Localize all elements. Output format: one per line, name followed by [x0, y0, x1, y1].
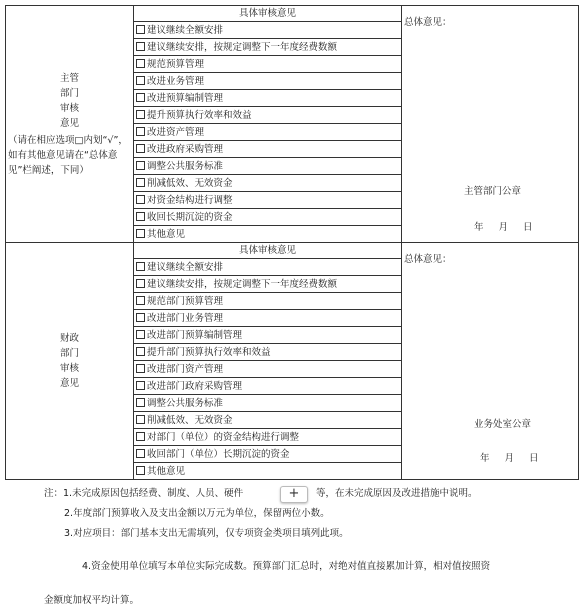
option-row[interactable] — [134, 107, 402, 124]
checkbox-icon[interactable] — [136, 381, 145, 390]
option-label: 调整公共服务标准 — [147, 160, 224, 172]
option-label: 改进部门政府采购管理 — [147, 380, 243, 392]
option-label: 改进业务管理 — [147, 75, 205, 87]
official-seal-label: 主管部门公章 — [464, 186, 522, 197]
option-row[interactable] — [134, 39, 402, 56]
option-row[interactable] — [134, 22, 402, 39]
official-seal-label: 业务处室公章 — [474, 419, 532, 430]
instruction-note: （请在相应选项□内划“√”，如有其他意见请在“总体意见”栏阐述，下同） — [8, 134, 128, 176]
option-row[interactable] — [134, 73, 402, 90]
option-row[interactable] — [134, 56, 402, 73]
option-row[interactable] — [134, 276, 402, 293]
checkbox-icon[interactable] — [136, 93, 145, 102]
left-title-line: 审核 — [59, 363, 79, 374]
option-label: 提升预算执行效率和效益 — [147, 109, 252, 121]
checkbox-icon[interactable] — [136, 347, 145, 356]
overall-opinion-cell[interactable] — [402, 6, 579, 243]
option-label: 对资金结构进行调整 — [147, 194, 233, 206]
checkbox-icon[interactable] — [136, 364, 145, 373]
option-label: 改进部门资产管理 — [147, 363, 224, 375]
note-1b: 等，在未完成原因及改进措施中说明。 — [316, 488, 478, 499]
checkbox-icon[interactable] — [136, 330, 145, 339]
checkbox-icon[interactable] — [136, 398, 145, 407]
finance-opinion-label — [6, 243, 134, 480]
checkbox-icon[interactable] — [136, 466, 145, 475]
left-title-line: 审核 — [59, 102, 79, 114]
option-label: 对部门（单位）的资金结构进行调整 — [147, 431, 300, 443]
note-3: 3.对应项目：部门基本支出无需填列，仅专项资金类项目填列此项。 — [64, 528, 349, 539]
note-2: 2.年度部门预算收入及支出金额以万元为单位，保留两位小数。 — [64, 508, 330, 519]
option-label: 建议继续全额安排 — [147, 261, 224, 273]
option-label: 改进预算编制管理 — [147, 92, 224, 104]
option-row[interactable] — [134, 141, 402, 158]
option-label: 削减低效、无效资金 — [147, 177, 233, 189]
option-label: 改进部门业务管理 — [147, 312, 224, 324]
option-label: 规范部门预算管理 — [147, 295, 224, 307]
option-row[interactable] — [134, 175, 402, 192]
option-label: 收回长期沉淀的资金 — [147, 211, 233, 223]
review-form-table — [5, 5, 579, 480]
option-row[interactable] — [134, 412, 402, 429]
option-label: 改进政府采购管理 — [147, 143, 224, 155]
checkbox-icon[interactable] — [136, 229, 145, 238]
overall-opinion-cell[interactable] — [402, 243, 579, 480]
option-label: 削减低效、无效资金 — [147, 414, 233, 426]
option-label: 收回部门（单位）长期沉淀的资金 — [147, 448, 290, 460]
option-row[interactable] — [134, 361, 402, 378]
option-label: 建议继续全额安排 — [147, 24, 224, 36]
left-title-line: 财政 — [59, 333, 79, 344]
left-title-line: 意见 — [59, 378, 79, 389]
left-title-line: 部门 — [59, 87, 79, 99]
checkbox-icon[interactable] — [136, 415, 145, 424]
option-row[interactable] — [134, 429, 402, 446]
checkbox-icon[interactable] — [136, 110, 145, 119]
left-title-line: 主管 — [59, 72, 79, 84]
left-title-line: 部门 — [59, 348, 79, 359]
checkbox-icon[interactable] — [136, 279, 145, 288]
add-button[interactable]: + — [280, 486, 308, 503]
option-row[interactable] — [134, 327, 402, 344]
checkbox-icon[interactable] — [136, 42, 145, 51]
option-label: 提升部门预算执行效率和效益 — [147, 346, 271, 358]
overall-opinion-label: 总体意见： — [404, 254, 452, 265]
option-row[interactable] — [134, 192, 402, 209]
checkbox-icon[interactable] — [136, 296, 145, 305]
option-label: 改进部门预算编制管理 — [147, 329, 243, 341]
note-4b: 金额度加权平均计算。 — [44, 595, 140, 606]
specific-opinion-header: 具体审核意见 — [134, 243, 402, 259]
option-row[interactable] — [134, 395, 402, 412]
supervisor-opinion-label — [6, 6, 134, 243]
option-label: 调整公共服务标准 — [147, 397, 224, 409]
checkbox-icon[interactable] — [136, 195, 145, 204]
checkbox-icon[interactable] — [136, 127, 145, 136]
checkbox-icon[interactable] — [136, 161, 145, 170]
option-label: 其他意见 — [147, 465, 186, 477]
checkbox-icon[interactable] — [136, 59, 145, 68]
option-row[interactable] — [134, 463, 402, 480]
checkbox-icon[interactable] — [136, 313, 145, 322]
checkbox-icon[interactable] — [136, 262, 145, 271]
date-label: 年 月 日 — [474, 222, 533, 233]
option-row[interactable] — [134, 90, 402, 107]
option-row[interactable] — [134, 446, 402, 463]
option-label: 建议继续安排，按规定调整下一年度经费数额 — [147, 41, 338, 53]
checkbox-icon[interactable] — [136, 25, 145, 34]
option-row[interactable] — [134, 259, 402, 276]
option-row[interactable] — [134, 293, 402, 310]
note-1a: 注：1.未完成原因包括经费、制度、人员、硬件 — [44, 488, 244, 499]
option-row[interactable] — [134, 158, 402, 175]
note-4a: 4.资金使用单位填写本单位实际完成数。预算部门汇总时，对绝对值直接累加计算，相对值按照资 — [82, 561, 491, 572]
checkbox-icon[interactable] — [136, 212, 145, 221]
option-label: 建议继续安排，按规定调整下一年度经费数额 — [147, 278, 338, 290]
option-row[interactable] — [134, 378, 402, 395]
checkbox-icon[interactable] — [136, 76, 145, 85]
date-label: 年 月 日 — [480, 453, 539, 464]
option-row[interactable] — [134, 344, 402, 361]
option-label: 规范预算管理 — [147, 58, 205, 70]
left-title-line: 意见 — [59, 117, 79, 129]
option-row[interactable] — [134, 209, 402, 226]
checkbox-icon[interactable] — [136, 449, 145, 458]
option-row[interactable] — [134, 124, 402, 141]
specific-opinion-header: 具体审核意见 — [134, 6, 402, 22]
checkbox-icon[interactable] — [136, 144, 145, 153]
checkbox-icon[interactable] — [136, 432, 145, 441]
overall-opinion-label: 总体意见： — [404, 17, 452, 28]
option-row[interactable] — [134, 310, 402, 327]
option-label: 改进资产管理 — [147, 126, 205, 138]
option-label: 其他意见 — [147, 228, 186, 240]
checkbox-icon[interactable] — [136, 178, 145, 187]
option-row[interactable] — [134, 226, 402, 243]
